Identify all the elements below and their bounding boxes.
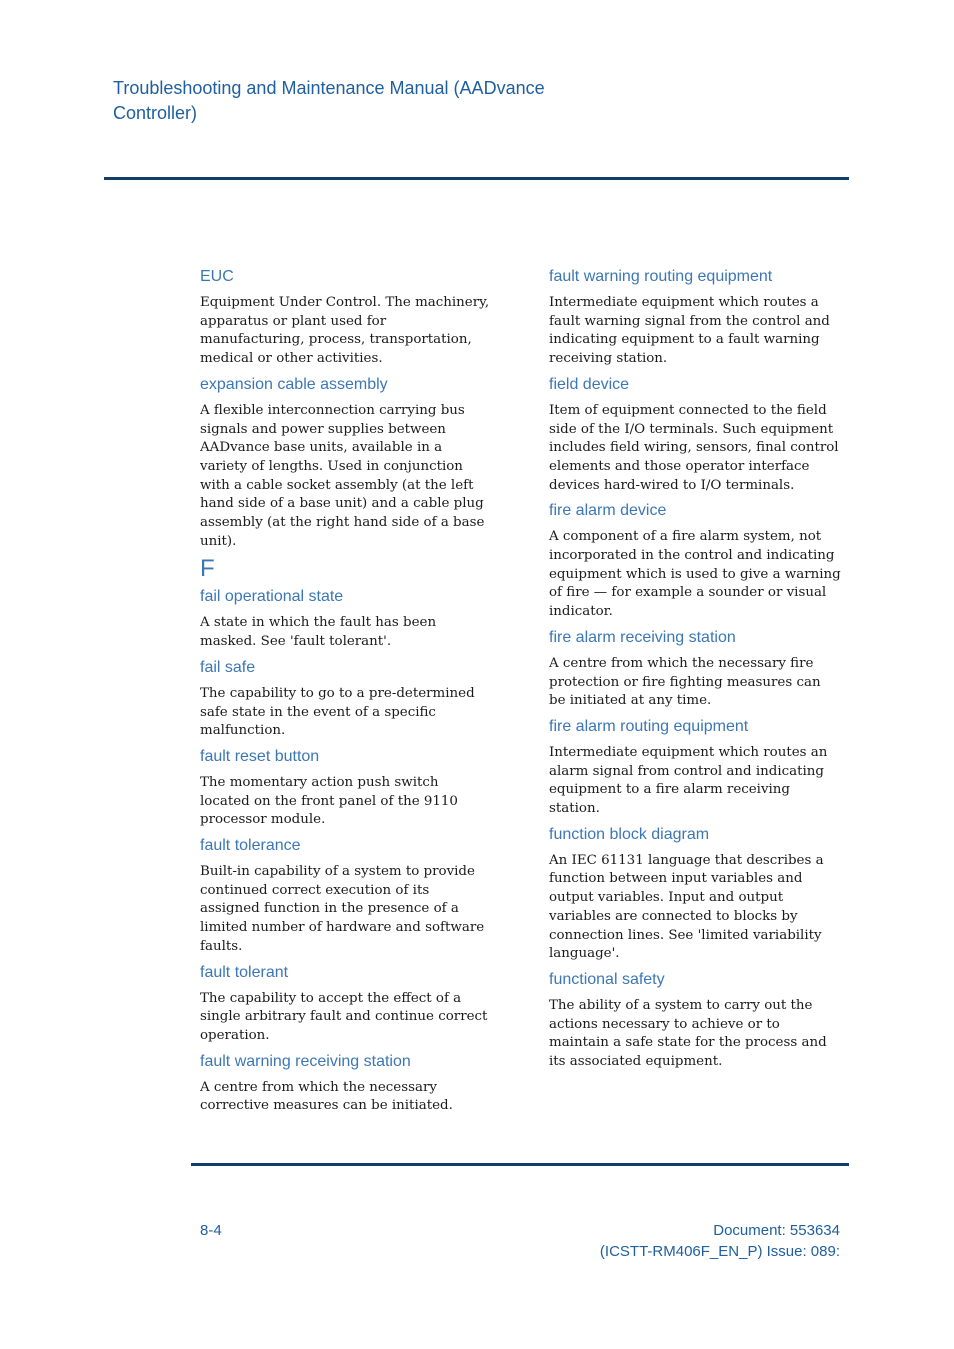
glossary-column-left — [200, 266, 492, 1121]
document-title: Troubleshooting and Maintenance Manual (AADvance Controller) — [113, 78, 545, 123]
glossary-term: functional safety — [549, 970, 665, 988]
glossary-term: EUC — [200, 268, 234, 285]
glossary-definition: Intermediate equipment which routes an alarm signal from control and indicating equipment to a fire alarm receiving station. — [549, 744, 828, 817]
page-number: 8-4 — [200, 1222, 222, 1239]
glossary-definition: The capability to go to a pre-determined safe state in the event of a specific malfunction. — [200, 685, 475, 739]
glossary-term: fail operational state — [200, 588, 344, 606]
glossary-term: fault warning routing equipment — [549, 268, 773, 285]
glossary-definition: A flexible interconnection carrying bus signals and power supplies between AADvance base units, available in a variety of lengths. Used in conjunction with a cable socket assembly (at the left hand side of a base unit) and a cable plug assembly (at the right hand side of a base unit). — [200, 402, 485, 549]
glossary-definition: Intermediate equipment which routes a fault warning signal from the control and indicating equipment to a fault warning receiving station. — [549, 295, 830, 367]
glossary-term: fault reset button — [200, 747, 320, 765]
glossary-term: fire alarm device — [549, 502, 667, 520]
document-number: Document: 553634 — [713, 1222, 840, 1239]
glossary-definition: Equipment Under Control. The machinery, apparatus or plant used for manufacturing, process, transportation, medical or other activities. — [200, 295, 490, 367]
glossary-definition: The capability to accept the effect of a single arbitrary fault and continue correct operation. — [200, 990, 488, 1043]
footer-divider — [191, 1163, 849, 1166]
document-issue: (ICSTT-RM406F_EN_P) Issue: 089: — [599, 1243, 840, 1260]
glossary-definition: A state in which the fault has been masked. See 'fault tolerant'. — [200, 615, 437, 650]
glossary-column-right — [549, 266, 841, 1077]
section-letter: F — [200, 555, 215, 583]
glossary-definition: The ability of a system to carry out the actions necessary to achieve or to maintain a safe state for the process and its associated equipment. — [549, 997, 827, 1070]
glossary-term: field device — [549, 375, 630, 393]
glossary-term: function block diagram — [549, 825, 710, 843]
glossary-definition: Built-in capability of a system to provide continued correct execution of its assigned function in the presence of a limited number of hardware and software faults. — [200, 864, 485, 954]
glossary-definition: Item of equipment connected to the field side of the I/O terminals. Such equipment includes field wiring, sensors, final control elements and those operator interface devices hard-wired to I/O terminals. — [549, 402, 839, 493]
document-reference — [600, 1220, 840, 1262]
glossary-term: fault tolerance — [200, 837, 301, 855]
glossary-definition: The momentary action push switch located on the front panel of the 9110 processor module. — [200, 774, 458, 828]
glossary-definition: A component of a fire alarm system, not incorporated in the control and indicating equipment which is used to give a warning of fire — for example a sounder or visual indicator. — [549, 529, 841, 620]
glossary-term: fail safe — [200, 658, 256, 676]
glossary-term: fault tolerant — [200, 963, 289, 981]
glossary-term: fire alarm routing equipment — [549, 717, 749, 735]
glossary-term: fire alarm receiving station — [549, 628, 736, 646]
header-divider — [104, 177, 849, 180]
glossary-term: fault warning receiving station — [200, 1052, 411, 1070]
glossary-definition: A centre from which the necessary fire protection or fire fighting measures can be initiated at any time. — [549, 655, 821, 709]
glossary-term: expansion cable assembly — [200, 375, 388, 393]
glossary-definition: An IEC 61131 language that describes a function between input variables and output variables. Input and output variables are connected to blocks by connection lines. See 'limited variability language'. — [549, 852, 824, 962]
glossary-definition: A centre from which the necessary corrective measures can be initiated. — [200, 1079, 453, 1114]
